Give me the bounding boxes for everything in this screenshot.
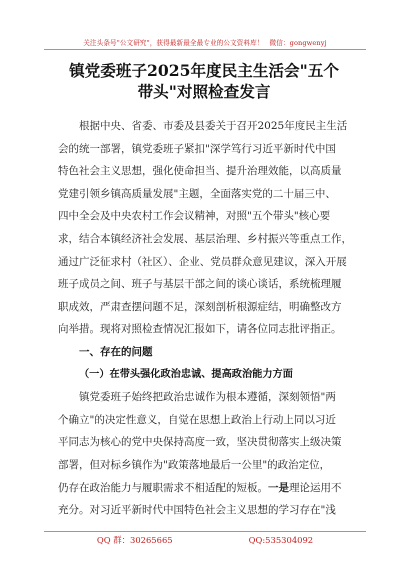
body-line: 会的统一部署，镇党委班子紧扣"深学笃行习近平新时代中国 [58, 142, 336, 155]
body-line: 党建引领乡镇高质量发展"主题，全面落实党的二十届三中、 [58, 187, 336, 200]
body-line: 平同志为核心的党中央保持高度一致，坚决贯彻落实上级决策 [58, 436, 342, 449]
header-notice-text: 关注头条号"公文研究"，获得最新最全最专业的公文资料库！ [83, 38, 264, 47]
document-body [58, 115, 357, 522]
page-header [44, 34, 366, 50]
body-line: 通过广泛征求村（社区）、企业、党员群众意见建议，深入开展 [58, 255, 347, 268]
header-wechat: 微信：gongwenyj [269, 38, 327, 47]
body-line: 镇党委班子始终把政治忠诚作为根本遵循，深刻领悟"两 [79, 391, 336, 404]
body-line: 向举措。现将对照检查情况汇报如下，请各位同志批评指正。 [58, 323, 342, 336]
body-text: 仍存在政治能力与履职需求不相适配的短板。 [58, 481, 268, 494]
body-line: 根据中央、省委、市委及县委关于召开2025年度民主生活 [79, 120, 348, 132]
section-heading: 一、存在的问题 [79, 345, 153, 358]
body-line: 特色社会主义思想，强化使命担当、提升治理效能，以高质量 [58, 165, 342, 178]
body-line [58, 477, 357, 500]
document-title-line2: 带头"对照检查发言 [137, 82, 271, 101]
footer-qq-group: QQ 群：30265665 [96, 534, 173, 545]
emphasis-text: 一是 [268, 481, 289, 494]
header-notice [83, 37, 327, 47]
body-line: 部署，但对标乡镇作为"政策落地最后一公里"的政治定位， [58, 458, 331, 471]
footer-qq: QQ:535304092 [248, 534, 314, 545]
body-line: 个确立"的决定性意义，自觉在思想上政治上行动上同以习近 [58, 413, 336, 426]
body-line: 四中全会及中央农村工作会议精神，对照"五个带头"核心要 [58, 210, 331, 223]
body-line: 求，结合本镇经济社会发展、基层治理、乡村振兴等重点工作， [58, 232, 352, 245]
body-line: 班子成员之间、班子与基层干部之间的谈心谈话，系统梳理履 [58, 278, 342, 291]
subsection-heading: （一）在带头强化政治忠诚、提高政治能力方面 [79, 368, 293, 380]
document-title-line1: 镇党委班子2025年度民主生活会"五个 [69, 61, 339, 80]
body-line: 充分。对习近平新时代中国特色社会主义思想的学习存在"浅 [58, 504, 336, 517]
body-line: 职成效，严肃查摆问题不足，深刻剖析根源症结，明确整改方 [58, 300, 342, 313]
page-footer [44, 531, 366, 547]
body-text: 理论运用不 [289, 481, 342, 494]
